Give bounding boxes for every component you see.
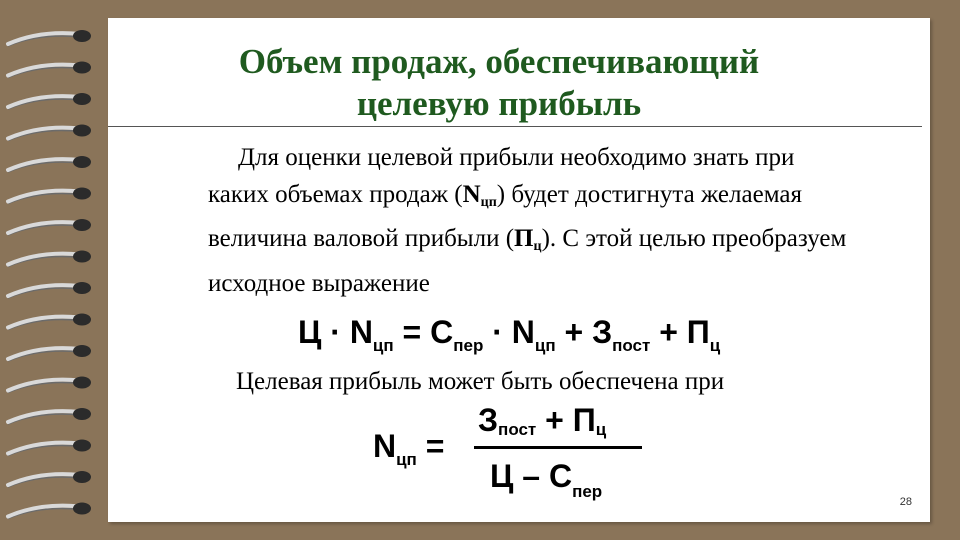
eq2-sub: ц	[595, 420, 607, 439]
eq1-part: + П	[650, 314, 710, 350]
binder-ring	[8, 30, 91, 46]
binder-ring	[8, 282, 91, 298]
binder-ring	[8, 408, 91, 424]
eq2-part: Ц – С	[490, 458, 573, 494]
p1-text-a: Для оценки целевой прибыли необходимо знать при каких объемах продаж (	[208, 144, 795, 208]
binder-ring	[8, 93, 91, 109]
title-line-2: целевую прибыль	[356, 84, 642, 123]
title-line-1: Объем продаж, обеспечивающий	[238, 42, 760, 81]
p1-symbol-n: N	[462, 180, 481, 208]
slide	[108, 18, 930, 522]
binder-ring	[8, 125, 91, 141]
binder-ring	[8, 251, 91, 267]
binder-ring	[8, 219, 91, 235]
binder-ring	[8, 156, 91, 172]
binder-ring	[8, 377, 91, 393]
eq1-part: + З	[555, 314, 613, 350]
p1-symbol-p-sub: ц	[533, 239, 542, 254]
title-divider	[108, 126, 922, 127]
body-text	[208, 140, 848, 302]
eq2-part: N	[373, 428, 397, 464]
eq1-part: Ц · N	[298, 314, 373, 350]
p1-text-b: ) будет достигнута желаемая величина валовой прибыли (	[208, 180, 802, 252]
binder-ring	[8, 62, 91, 78]
equation-2-lhs	[373, 428, 444, 470]
p1-symbol-n-sub: цп	[480, 194, 497, 210]
eq2-part: + П	[536, 402, 596, 438]
binder-ring	[8, 188, 91, 204]
eq2-part: З	[478, 402, 499, 438]
paragraph-1	[208, 140, 848, 302]
fraction-bar	[474, 446, 642, 449]
eq1-part: = С	[393, 314, 454, 350]
binder-ring	[8, 440, 91, 456]
equation-2-numerator	[478, 402, 606, 440]
eq1-sub: ц	[709, 336, 721, 355]
eq2-sub: пер	[572, 482, 603, 501]
eq2-sub: пост	[498, 420, 537, 439]
eq1-sub: цп	[372, 336, 394, 355]
binder-ring	[8, 503, 91, 519]
equation-2-denominator	[490, 458, 602, 502]
eq2-part: =	[416, 428, 445, 464]
eq1-sub: пер	[453, 336, 484, 355]
p1-symbol-p: П	[514, 225, 534, 252]
paragraph-2: Целевая прибыль может быть обеспечена при	[236, 368, 725, 395]
eq1-part: · N	[483, 314, 535, 350]
binder-ring	[8, 314, 91, 330]
eq1-sub: пост	[612, 336, 651, 355]
eq1-sub: цп	[534, 336, 556, 355]
p1-text-c: ). С этой целью преобразуем исходное выражение	[208, 225, 847, 297]
equation-1	[298, 314, 720, 356]
binder-ring	[8, 345, 91, 361]
binder-ring	[8, 471, 91, 487]
page-number: 28	[899, 496, 912, 508]
eq2-sub: цп	[396, 450, 417, 469]
